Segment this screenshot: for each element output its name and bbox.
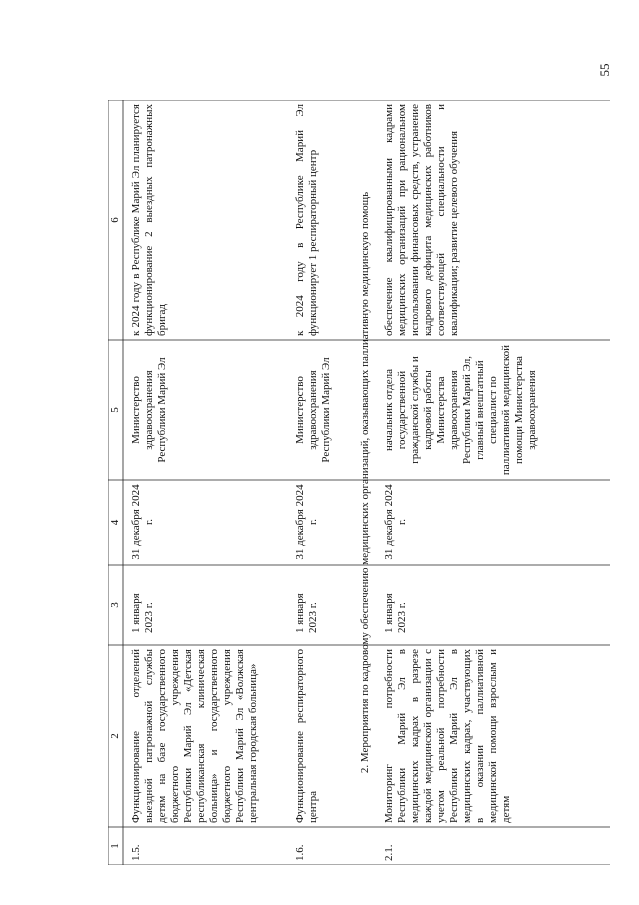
event-text: Функционирование респираторного центра bbox=[294, 649, 319, 823]
end-date: 31 декабря 2024 г. bbox=[294, 484, 319, 560]
plan-table bbox=[108, 100, 610, 865]
section-heading: 2. Мероприятия по кадровому обеспечению медицинских организаций, оказывающих паллиативную медицинскую помощь bbox=[359, 191, 371, 774]
result-text: к 2024 году в Республике Марий Эл планируется функционирование 2 выездных патронажных бригад bbox=[130, 104, 168, 336]
column-header-4: 4 bbox=[109, 519, 121, 526]
row-number: 1.5. bbox=[130, 844, 142, 861]
result-text: обеспечение квалифицированными кадрами медицинских организаций при рациональном использовании финансовых средств, устранение кадрового дефицита медицинских работников соответствующей специальности и квалификации; развитие целевого обучения bbox=[383, 104, 460, 336]
column-header-6: 6 bbox=[109, 217, 121, 223]
column-header-5: 5 bbox=[109, 407, 121, 413]
responsible-text: начальник отдела государственной гражданской службы и кадровой работы Министерства здравоохранения Республики Марий Эл, главный внештатный специалист по паллиативной медицинской помощи Министерства здравоохранения bbox=[383, 344, 538, 476]
event-text: Функционирование отделений выездной патронажной службы детям на базе государственного бюджетного учреждения Республики Марий Эл «Детская республиканская клиническая больница» и государственного бюджетного учреждения Республики Марий Эл «Волжская центральная городская больница» bbox=[130, 649, 259, 823]
responsible-text: Министерство здравоохранения Республики Марий Эл bbox=[130, 357, 168, 463]
start-date: 1 января 2023 г. bbox=[130, 593, 155, 633]
column-header-2: 2 bbox=[109, 733, 121, 739]
row-number: 2.1. bbox=[383, 844, 395, 861]
result-text: к 2024 году в Республике Марий Эл функционирует 1 респираторный центр bbox=[294, 104, 319, 336]
end-date: 31 декабря 2024 г. bbox=[130, 484, 155, 560]
end-date: 31 декабря 2024 г. bbox=[383, 484, 408, 560]
start-date: 1 января 2023 г. bbox=[383, 593, 408, 633]
column-header-3: 3 bbox=[109, 602, 121, 608]
column-header-1: 1 bbox=[109, 843, 121, 849]
page-number: 55 bbox=[597, 63, 612, 77]
responsible-text: Министерство здравоохранения Республики Марий Эл bbox=[294, 357, 332, 463]
start-date: 1 января 2023 г. bbox=[294, 593, 319, 633]
row-number: 1.6. bbox=[294, 844, 306, 861]
event-text: Мониторинг потребности Республики Марий Эл в медицинских кадрах в разрезе каждой медицинской организации с учетом реальной потребности Республики Марий Эл в медицинских кадрах, участвующих в оказании паллиативной медицинской помощи взрослым и детям bbox=[383, 649, 512, 823]
